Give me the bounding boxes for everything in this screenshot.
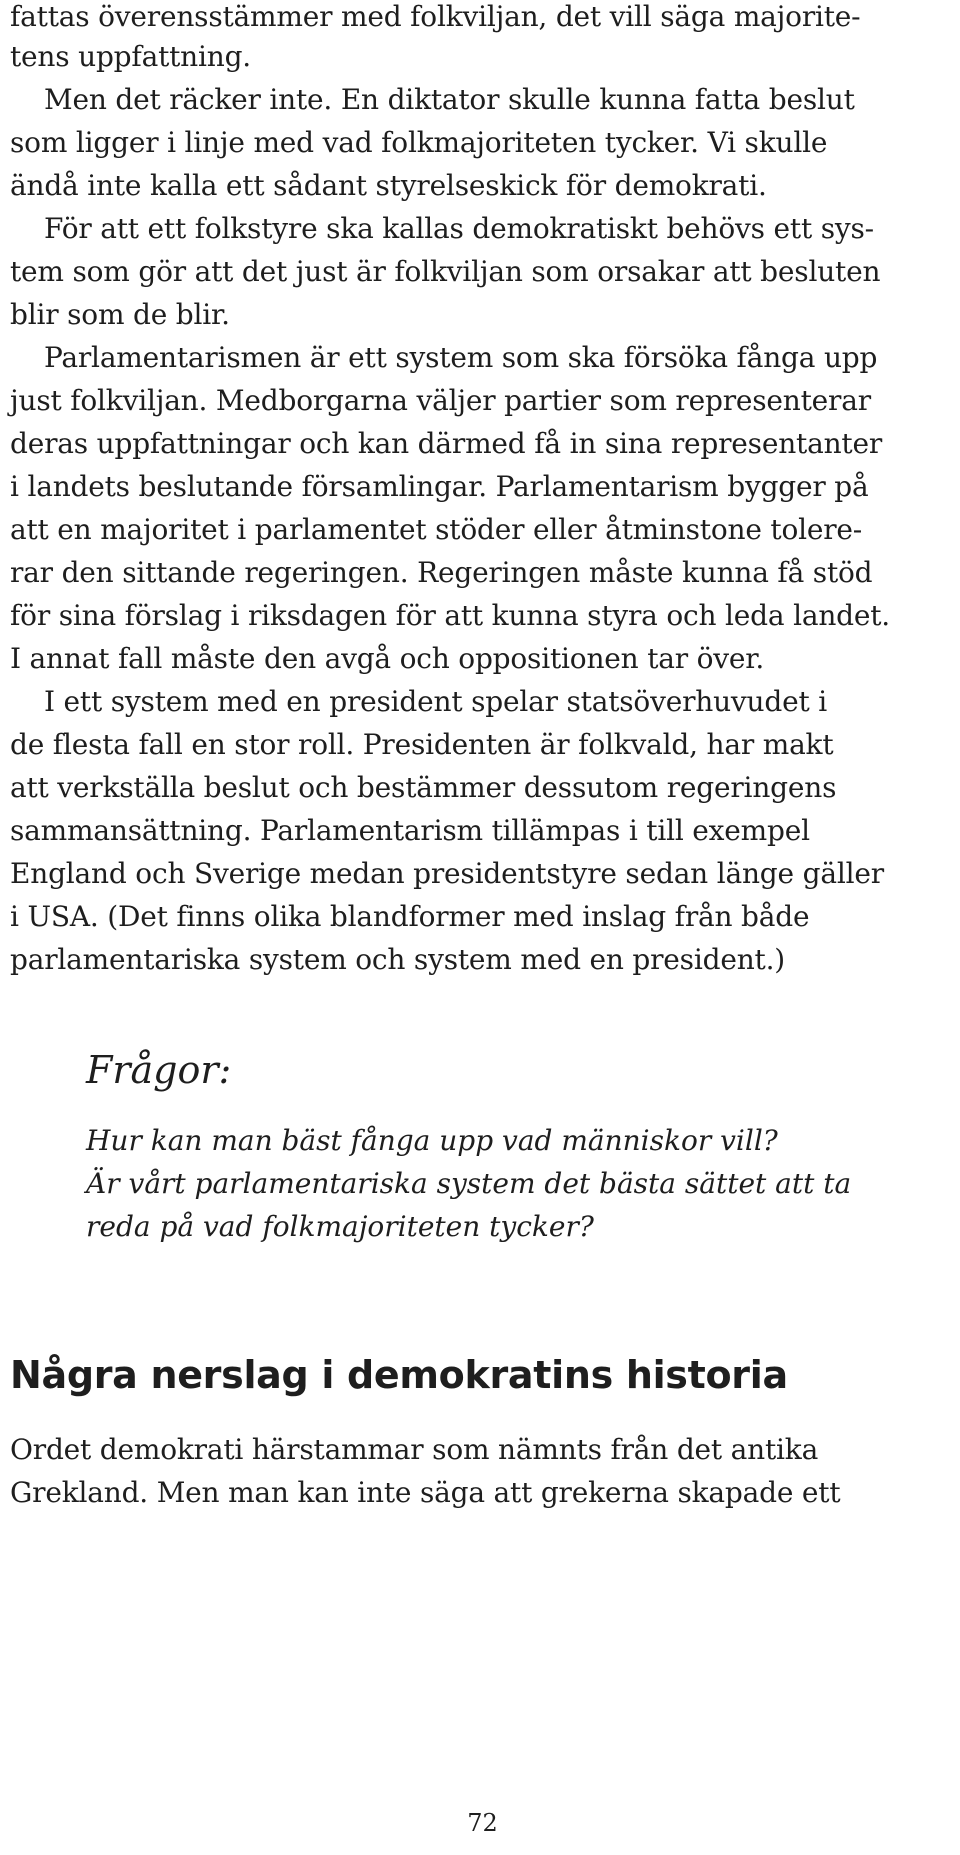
body-line: sammansättning. Parlamentarism tillämpas i till exempel: [10, 814, 810, 847]
body-line: I ett system med en president spelar statsöverhuvudet i: [44, 685, 827, 718]
body-line: att verkställa beslut och bestämmer dessutom regeringens: [10, 771, 837, 804]
question-line: Är vårt parlamentariska system det bästa sättet att ta: [86, 1167, 852, 1200]
body-line: för sina förslag i riksdagen för att kunna styra och leda landet.: [10, 599, 891, 632]
section-body-line: Grekland. Men man kan inte säga att grekerna skapade ett: [10, 1476, 841, 1509]
body-line: ändå inte kalla ett sådant styrelseskick för demokrati.: [10, 169, 767, 202]
section-body-line: Ordet demokrati härstammar som nämnts från det antika: [10, 1433, 819, 1466]
document-page: [10, 0, 955, 1855]
body-line: blir som de blir.: [10, 298, 230, 331]
question-line: Hur kan man bäst fånga upp vad människor vill?: [86, 1124, 778, 1157]
body-line: tem som gör att det just är folkviljan som orsakar att besluten: [10, 255, 881, 288]
body-line: rar den sittande regeringen. Regeringen måste kunna få stöd: [10, 556, 873, 589]
body-line: som ligger i linje med vad folkmajoriteten tycker. Vi skulle: [10, 126, 828, 159]
questions-heading: Frågor:: [86, 1048, 232, 1092]
body-line: parlamentariska system och system med en president.): [10, 943, 786, 976]
page-number: 72: [467, 1809, 498, 1837]
body-line: Parlamentarismen är ett system som ska försöka fånga upp: [44, 341, 878, 374]
body-line: England och Sverige medan presidentstyre sedan länge gäller: [10, 857, 884, 890]
body-line: i landets beslutande församlingar. Parlamentarism bygger på: [10, 470, 869, 503]
body-line: i USA. (Det finns olika blandformer med inslag från både: [10, 900, 810, 933]
body-line: Men det räcker inte. En diktator skulle kunna fatta beslut: [44, 83, 855, 116]
section-heading: Några nerslag i demokratins historia: [10, 1353, 788, 1397]
question-line: reda på vad folkmajoriteten tycker?: [86, 1210, 594, 1243]
body-line: För att ett folkstyre ska kallas demokratiskt behövs ett sys-: [44, 212, 874, 245]
body-line: fattas överensstämmer med folkviljan, det vill säga majorite-: [10, 0, 861, 33]
body-line: att en majoritet i parlamentet stöder eller åtminstone tolere-: [10, 513, 863, 546]
body-line: tens uppfattning.: [10, 40, 252, 73]
body-line: de flesta fall en stor roll. Presidenten är folkvald, har makt: [10, 728, 834, 761]
body-line: I annat fall måste den avgå och oppositionen tar över.: [10, 642, 765, 675]
body-line: just folkviljan. Medborgarna väljer partier som representerar: [10, 384, 871, 417]
body-line: deras uppfattningar och kan därmed få in sina representanter: [10, 427, 883, 460]
